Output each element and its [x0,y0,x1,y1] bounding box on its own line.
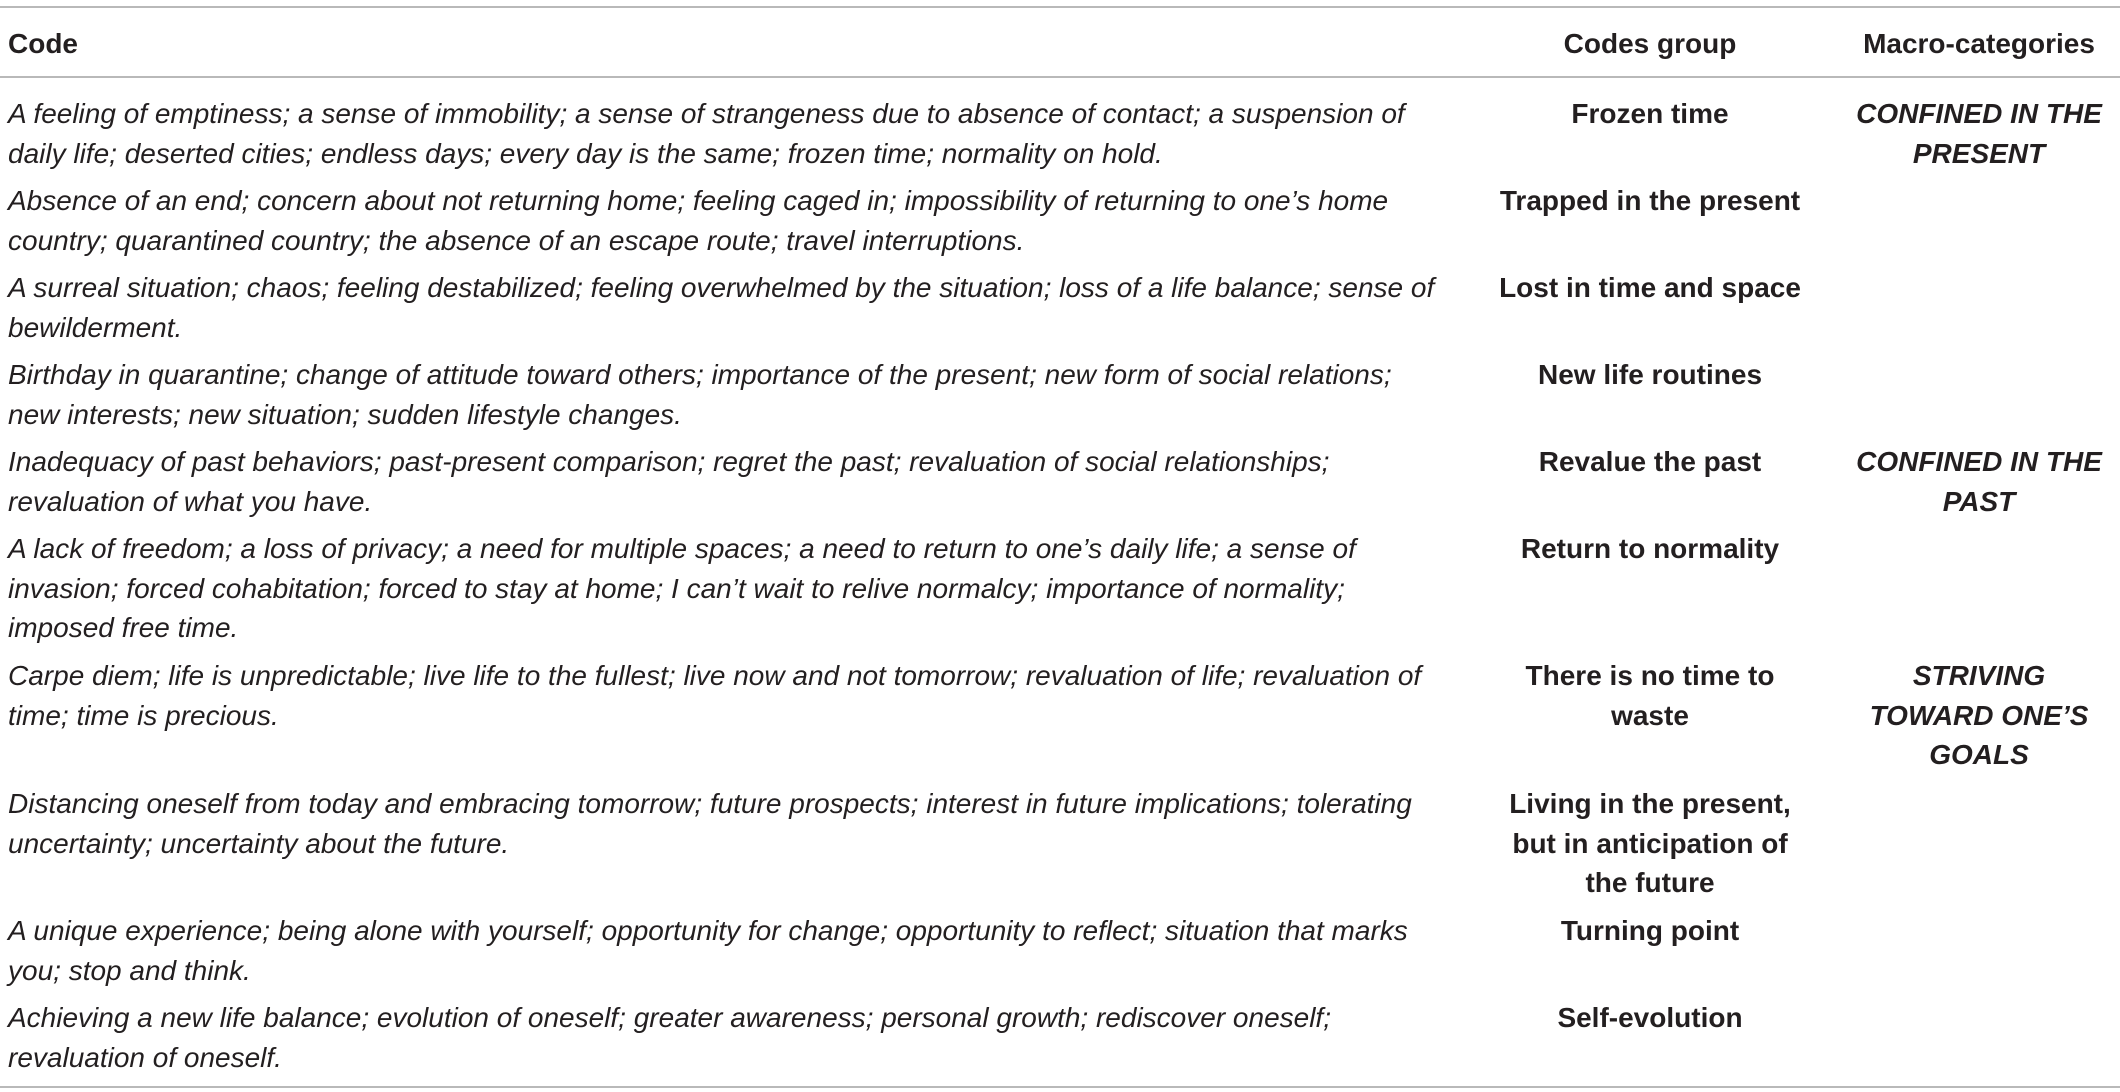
code-line: Distancing oneself from today and embracing tomorrow; future prospects; interest in future implications; tolerating [8,788,1412,819]
code-cell [8,181,1468,260]
code-line: invasion; forced cohabitation; forced to stay at home; I can’t wait to relive normalcy; importance of normality; [8,572,1345,604]
macro-category-line: TOWARD ONE’S [1869,699,2089,731]
code-line: daily life; deserted cities; endless days; every day is the same; frozen time; normality on hold. [8,137,1163,169]
macro-category-line: CONFINED IN THE [1856,98,2102,129]
code-line: Carpe diem; life is unpredictable; live life to the fullest; live now and not tomorrow; revaluation of life; revaluation of [8,660,1422,691]
macro-category-cell [1840,94,2118,173]
code-line: revaluation of what you have. [8,485,373,517]
table-bottom-rule [0,1086,2120,1088]
code-cell [8,911,1468,990]
codes-group-cell [1470,355,1830,395]
codes-group-cell [1470,181,1830,221]
header-macro-categories: Macro-categories [1863,28,2095,59]
macro-category-cell [1840,442,2118,521]
code-line: revaluation of oneself. [8,1041,282,1073]
codes-group-line: Frozen time [1571,98,1729,129]
codes-group-line: Living in the present, [1509,788,1791,819]
code-line: you; stop and think. [8,954,251,986]
codes-group-cell [1470,94,1830,134]
code-line: imposed free time. [8,612,239,643]
codes-group-cell [1470,784,1830,903]
codes-group-line: Turning point [1560,915,1740,946]
code-line: A surreal situation; chaos; feeling destabilized; feeling overwhelmed by the situation; loss of a life balance; sense of [8,272,1435,303]
code-line: new interests; new situation; sudden lifestyle changes. [8,398,682,430]
codes-group-cell [1470,529,1830,569]
code-line: Birthday in quarantine; change of attitude toward others; importance of the present; new form of social relations; [8,359,1392,390]
code-line: A unique experience; being alone with yourself; opportunity for change; opportunity to reflect; situation that marks [8,915,1408,946]
code-cell [8,94,1468,173]
code-line: country; quarantined country; the absence of an escape route; travel interruptions. [8,224,1025,256]
macro-category-line: STRIVING [1912,660,2046,691]
codes-group-cell [1470,911,1830,951]
macro-category-line: PAST [1942,485,2016,517]
code-line: bewilderment. [8,311,183,343]
header-rule [0,76,2120,78]
codes-group-line: Revalue the past [1538,446,1762,477]
code-line: Achieving a new life balance; evolution of oneself; greater awareness; personal growth; rediscover oneself; [8,1002,1331,1033]
codes-group-line: the future [1585,867,1715,898]
codes-group-line: Trapped in the present [1499,185,1801,216]
header-codes-group: Codes group [1563,28,1737,59]
code-cell [8,355,1468,434]
code-cell [8,784,1468,863]
code-line: A lack of freedom; a loss of privacy; a need for multiple spaces; a need to return to one’s daily life; a sense of [8,533,1356,564]
table-top-rule [0,6,2120,8]
code-line: A feeling of emptiness; a sense of immobility; a sense of strangeness due to absence of contact; a suspension of [8,98,1405,129]
codes-group-line: There is no time to [1525,660,1775,691]
codes-group-line: Self-evolution [1557,1002,1743,1033]
code-cell [8,656,1468,735]
code-line: Absence of an end; concern about not returning home; feeling caged in; impossibility of returning to one’s home [8,185,1389,216]
codes-group-cell [1470,442,1830,482]
codes-group-line: but in anticipation of [1512,827,1788,859]
macro-category-cell [1840,656,2118,775]
codes-group-cell [1470,656,1830,735]
code-cell [8,268,1468,347]
codes-group-cell [1470,268,1830,308]
macro-category-line: GOALS [1929,739,2029,770]
codes-group-line: Return to normality [1520,533,1780,564]
code-line: time; time is precious. [8,699,279,731]
code-cell [8,529,1468,648]
codes-group-line: Lost in time and space [1499,272,1801,303]
code-cell [8,998,1468,1077]
codes-group-line: waste [1611,699,1689,731]
code-line: uncertainty; uncertainty about the future. [8,827,510,859]
codes-group-line: New life routines [1537,359,1763,390]
macro-category-line: CONFINED IN THE [1856,446,2102,477]
code-line: Inadequacy of past behaviors; past-present comparison; regret the past; revaluation of social relationships; [8,446,1330,477]
codes-group-cell [1470,998,1830,1038]
code-cell [8,442,1468,521]
macro-category-line: PRESENT [1912,137,2046,169]
header-code: Code [8,28,78,59]
